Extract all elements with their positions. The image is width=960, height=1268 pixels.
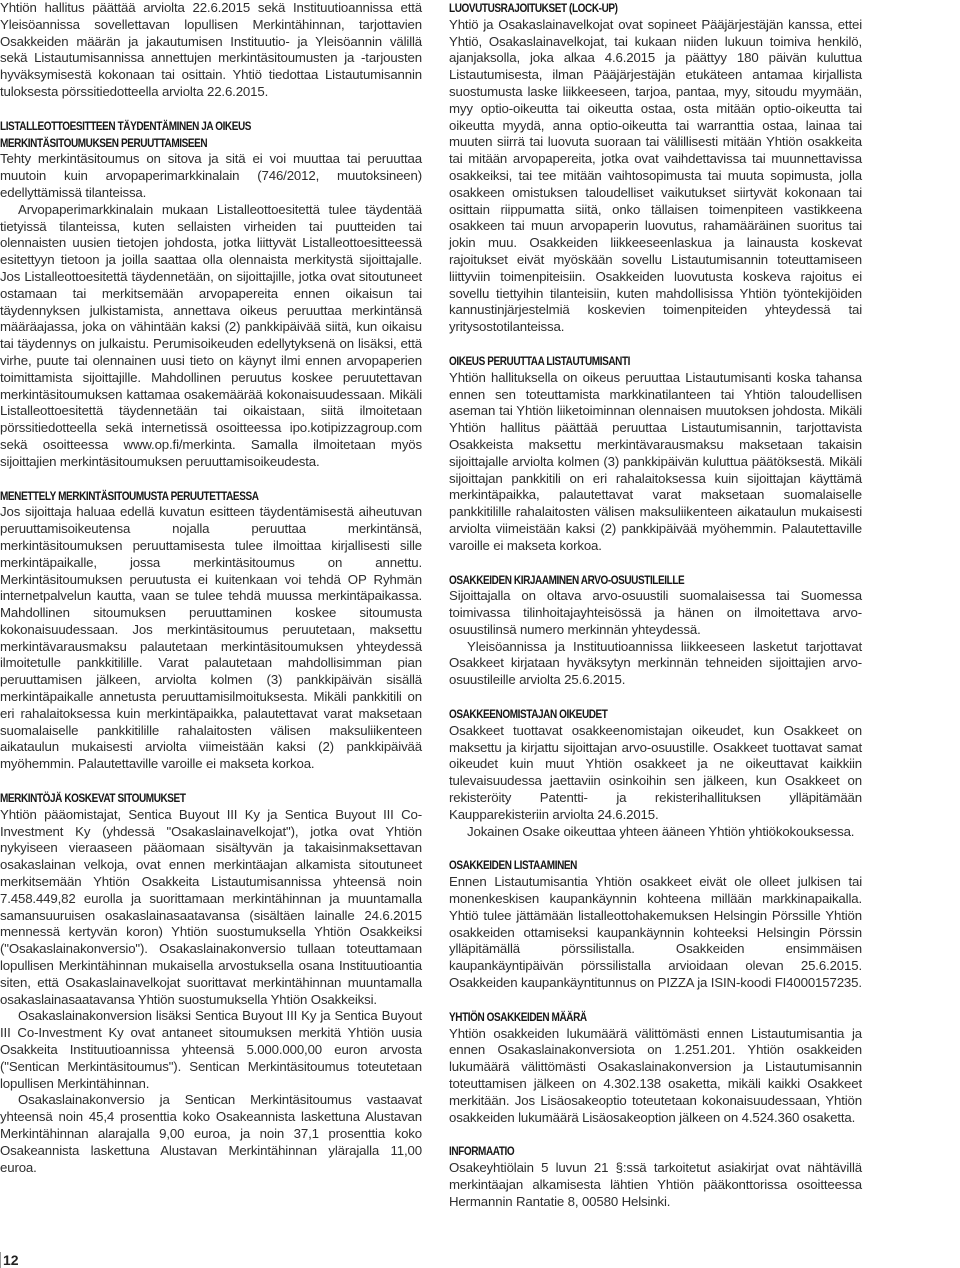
- section-spacer: [449, 689, 862, 706]
- body-paragraph: Osakaslainakonversion lisäksi Sentica Buyout III Ky ja Sentica Buyout III Co-Investment Ky ovat antaneet sitoumuksen merkitä Yhtiön uusia Osakkeita Instituutioannissa yhteensä 5.000.000,00 euron arvosta ("Sentican Merkintäsitoumus"). Sentican Merkintäsitoumus toteutetaan lopullisen Merkintähinnan.: [0, 1008, 422, 1091]
- section-heading: OSAKKEIDEN LISTAAMINEN: [449, 858, 577, 873]
- section-spacer: [449, 555, 862, 572]
- body-paragraph: Yhtiö ja Osakaslainavelkojat ovat sopineet Pääjärjestäjän kanssa, ettei Yhtiö, Osakaslainavelkojat, tai kukaan niiden lukuun toimiva henkilö, ajanjaksolla, joka alkaa 4.6.2015 ja päättyy 180 päivän kuluttua Listautumisesta, ilman Pääjärjestäjän etukäteen antamaa kirjallista suostumusta laske liikkeeseen, tarjoa, pantaa, myy, sitoudu myymään, myy optio-oikeutta tai oikeutta ostaa, osta mitään optio-oikeutta tai oikeutta myydä, anna optio-oikeutta tai warranttia ostaa, lainaa tai muuten siirrä tai luovuta suoraan tai välillisesti mitään Yhtiön osakkeita tai mitään arvopapereita, jotka ovat vaihdettavissa tai muunnettavissa osakkeiksi, tai tee mitään vaihtosopimusta tai muuta sopimusta, jolla osakkeen omistuksen taloudelliset vaikutukset siirtyvät kokonaan tai osittain riippumatta siitä, onko tällaisen toimenpiteen vastikkeena osakkeen tai muun arvopaperin luovutus, rahamääräinen suoritus tai jokin muu. Osakkeiden liikkeeseenlaskua ja lainausta koskevat rajoitukset eivät myöskään sovellu Listautumisannin toteuttamiseen liittyviin toimenpiteisiin. Osakkeiden luovutusta koskeva rajoitus ei sovellu tiettyihin tilanteisiin, kuten mahdollisissa Yhtiön työntekijöiden kannustinjärjestelmiä koskevien toimenpiteiden yhteydessä tai yritysostotilanteissa.: [449, 16, 862, 335]
- section-heading: OSAKKEENOMISTAJAN OIKEUDET: [449, 707, 608, 722]
- section-heading: OSAKKEIDEN KIRJAAMINEN ARVO-OSUUSTILEILLE: [449, 572, 685, 587]
- section-spacer: [0, 101, 422, 118]
- body-paragraph: Osakkeet tuottavat osakkeenomistajan oikeudet, kun Osakkeet on maksettu ja kirjattu sijoittajan arvo-osuustille. Osakkeet tuottavat samat oikeudet kuin muut Yhtiön osakkeet ja ne oikeuttavat kaikkiin tulevaisuudessa jaettaviin osinkoihin sen jälkeen, kun Osakkeet on rekisteröity Patentti- ja rekisterihallituksen ylläpitämään Kaupparekisteriin arviolta 24.6.2015.: [449, 722, 862, 822]
- body-paragraph: Tehty merkintäsitoumus on sitova ja sitä ei voi muuttaa tai peruuttaa muutoin kuin arvopaperimarkkinalain (746/2012, muutoksineen) edellyttämissä tilanteissa.: [0, 151, 422, 200]
- section-heading: MENETTELY MERKINTÄSITOUMUSTA PERUUTETTAESSA: [0, 488, 259, 503]
- body-paragraph: Yhtiön hallituksella on oikeus peruuttaa Listautumisanti koska tahansa ennen sen toteuttamista markkinatilanteen tai Yhtiön taloudellisen aseman tai Yhtiön liiketoiminnan olennaisen muutoksen johdosta. Mikäli Yhtiön hallitus päättää peruuttaa Listautumisannin, tarjottavista Osakkeista maksettu merkintävarausmaksu maksetaan takaisin sijoittajalle arviolta kolmen (3) pankkipäivän kuluttua päätöksestä. Mikäli sijoittajan pankkitili on eri rahalaitoksessa kuin sijoittajan käyttämä merkintäpaikka, palautettavat varat maksetaan suomalaiselle pankkitilille rahalaitosten välisen maksuliikenteen aikataulun mukaisesti arviolta viimeistään kaksi (2) pankkipäivää myöhemmin. Palautettaville varoille ei makseta korkoa.: [449, 369, 862, 553]
- section-heading: OIKEUS PERUUTTAA LISTAUTUMISANTI: [449, 353, 631, 368]
- body-paragraph: Yhtiön hallitus päättää arviolta 22.6.2015 sekä Instituutioannissa että Yleisöannissa sovellettavan lopullisen Merkintähinnan, tarjottavien Osakkeiden määrän ja jakautumisen Instituutio- ja Yleisöannin välillä sekä Listautumisannissa annettujen merkintäsitoumusten ja -tarjousten hyväksymisestä kokonaan tai osittain. Yhtiö tiedottaa Listautumisannin tuloksesta pörssitiedotteella arviolta 22.6.2015.: [0, 0, 422, 99]
- body-paragraph: Sijoittajalla on oltava arvo-osuustili suomalaisessa tai Suomessa toimivassa tilinhoitajayhteisössä ja hänen on ilmoitettava arvo-osuustilinsä numero merkinnän yhteydessä.: [449, 588, 862, 637]
- body-paragraph: Osakeyhtiölain 5 luvun 21 §:ssä tarkoitetut asiakirjat ovat nähtävillä merkintäajan alkamisesta lähtien Yhtiön pääkonttorissa osoitteessa Hermannin Rantatie 8, 00580 Helsinki.: [449, 1160, 862, 1209]
- section-spacer: [449, 1126, 862, 1143]
- section-heading: MERKINTÖJÄ KOSKEVAT SITOUMUKSET: [0, 791, 186, 806]
- body-paragraph: Arvopaperimarkkinalain mukaan Listalleottoesitettä tulee täydentää tietyissä tilanteissa, kuten sellaisten virheiden tai puutteiden tai olennaisten uusien tietojen johdosta, jotka liittyvät Listalleottoesitteessä esitettyyn tietoon ja joilla saattaa olla olennaista merkitystä sijoittajalle. Jos Listalleottoesitettä täydennetään, on sijoittajille, jotka ovat sitoutuneet ostamaan tai merkitsemään arvopapereita ennen oikaisun tai täydennyksen julkistamista, annettava oikeus peruuttaa merkintänsä määräajassa, joka on vähintään kaksi (2) pankkipäivää siitä, kun oikaisu tai täydennys on julkaistu. Perumisoikeuden edellytyksenä on lisäksi, että virhe, puute tai olennainen uusi tieto on käynyt ilmi ennen arvopaperien toimittamista sijoittajille. Mahdollinen peruutus koskee peruutettavan merkintäsitoumuksen kattamaa osakemäärää kokonaisuudessaan. Mikäli Listalleottoesitettä täydennetään tai oikaistaan, siitä ilmoitetaan pörssitiedotteella sekä internetissä osoitteessa ipo.kotipizzagroup.com sekä osoitteessa www.op.fi/merkinta. Samalla ilmoitetaan myös sijoittajien merkintäsitoumuksen peruuttamisoikeudesta.: [0, 201, 422, 469]
- body-paragraph: Jokainen Osake oikeuttaa yhteen ääneen Yhtiön yhtiökokouksessa.: [467, 823, 855, 839]
- page-number: 12: [0, 1252, 19, 1268]
- body-paragraph: Yhtiön osakkeiden lukumäärä välittömästi ennen Listautumisantia ja ennen Osakaslainakonversiota on 1.251.201. Yhtiön osakkeiden lukumäärä välittömästi Osakaslainakonversion ja Listautumisannin toteuttamisen jälkeen on 4.302.138 osaketta, mikäli kaikki Osakkeet merkitään. Jos Lisäosakeoptio toteutetaan kokonaisuudessaan, Yhtiön osakkeiden lukumäärä Lisäosakeoption jälkeen on 4.524.360 osaketta.: [449, 1025, 862, 1125]
- section-heading: LISTALLEOTTOESITTEEN TÄYDENTÄMINEN JA OIKEUS: [0, 118, 252, 133]
- right-column: [449, 0, 862, 1211]
- section-spacer: [449, 840, 862, 857]
- section-heading: YHTIÖN OSAKKEIDEN MÄÄRÄ: [449, 1009, 587, 1024]
- left-column: [0, 0, 422, 1176]
- body-paragraph: Yleisöannissa ja Instituutioannissa liikkeeseen lasketut tarjottavat Osakkeet kirjataan hyväksytyn merkinnän tehneiden sijoittajien arvo-osuustileille arviolta 25.6.2015.: [449, 638, 862, 688]
- body-paragraph: Yhtiön pääomistajat, Sentica Buyout III Ky ja Sentica Buyout III Co-Investment Ky (yhdessä "Osakaslainavelkojat"), jotka ovat Yhtiön nykyiseen vieraaseen pääomaan sisältyvän ja takaisinmaksettavan osakaslainan velkoja, ovat ennen merkintäajan alkamista sitoutuneet merkitsemään Yhtiön Osakkeita Listautumisannissa yhteensä noin 7.458.449,82 eurolla ja suorittamaan merkintähinnan ja muuntamalla samansuuruisen osakaslainasaatavansa (sisältäen lainalle 24.6.2015 mennessä kertyvän koron) Yhtiön suostumuksella Yhtiön Osakkeiksi ("Osakaslainakonversio"). Osakaslainakonversio tullaan toteuttamaan lopullisen Merkintähinnan mukaisella arvostuksella osana Instituutioantia siten, että Osakaslainavelkojat suorittavat merkintähinnan muuntamalla osakaslainasaatavansa Yhtiön suostumuksella Yhtiön Osakkeiksi.: [0, 806, 422, 1007]
- section-heading: MERKINTÄSITOUMUKSEN PERUUTTAMISEEN: [0, 135, 208, 150]
- section-spacer: [449, 336, 862, 353]
- section-spacer: [0, 471, 422, 488]
- section-spacer: [449, 992, 862, 1009]
- body-paragraph: Jos sijoittaja haluaa edellä kuvatun esitteen täydentämisestä aiheutuvan peruuttamisoikeutensa nojalla peruuttaa merkintänsä, merkintäsitoumuksen peruuttamisesta tulee ilmoittaa kirjallisesti sille merkintäpaikalle, jossa merkintäsitoumus on annettu. Merkintäsitoumuksen peruutusta ei kuitenkaan voi tehdä OP Ryhmän internetpalvelun kautta, vaan se tulee tehdä muussa merkintäpaikassa. Mahdollinen sitoumuksen peruuttaminen koskee sitoumusta kokonaisuudessaan. Jos merkintäsitoumus peruutetaan, maksettu merkintävarausmaksu palautetaan merkintäsitoumuksen yhteydessä ilmoitetulle pankkitilille. Varat palautetaan mahdollisimman pian peruuttamisen jälkeen, arviolta kolmen (3) pankkipäivän sisällä merkintäpaikalle annetusta peruuttamisilmoituksesta. Mikäli pankkitili on eri rahalaitoksessa kuin merkintäpaikka, palautettavat varat maksetaan suomalaiselle pankkitilille rahalaitosten välisen maksuliikenteen aikataulun mukaisesti arviolta viimeistään kaksi (2) pankkipäivää myöhemmin. Palautettaville varoille ei makseta korkoa.: [0, 504, 422, 772]
- body-paragraph: Osakaslainakonversio ja Sentican Merkintäsitoumus vastaavat yhteensä noin 45,4 prosenttia koko Osakeannista laskettuna Alustavan Merkintähinnan alarajalla 9,00 euroa, ja noin 37,1 prosenttia koko Osakeannista laskettuna Alustavan Merkintähinnan ylärajalla 11,00 euroa.: [0, 1092, 422, 1175]
- section-spacer: [0, 773, 422, 790]
- section-heading: INFORMAATIO: [449, 1144, 515, 1159]
- section-heading: LUOVUTUSRAJOITUKSET (LOCK-UP): [449, 1, 618, 15]
- body-paragraph: Ennen Listautumisantia Yhtiön osakkeet eivät ole olleet julkisen tai monenkeskisen kaupankäynnin kohteena millään markkinapaikalla. Yhtiö tulee jättämään listalleottohakemuksen Helsingin Pörssille Yhtiön osakkeiden ottamiseksi kaupankäynnin kohteeksi Helsingin Pörssin ylläpitämällä pörssilistalla. Osakkeiden ensimmäisen kaupankäyntipäivän pörssilistalla arvioidaan olevan 25.6.2015. Osakkeiden kaupankäyntitunnus on PIZZA ja ISIN-koodi FI4000157235.: [449, 874, 862, 991]
